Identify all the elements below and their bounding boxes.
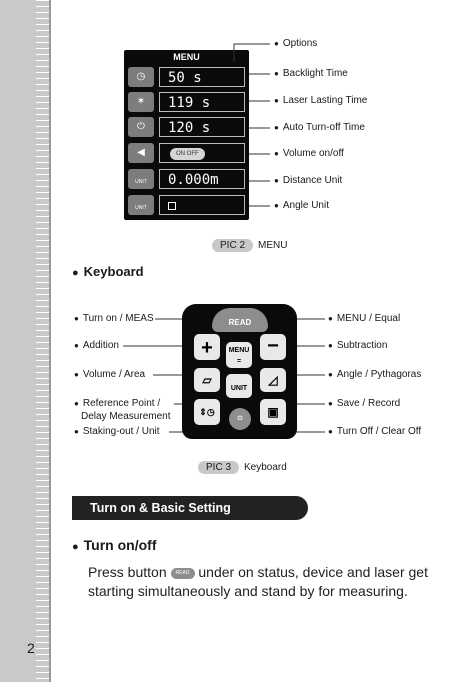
label-options: ● Options <box>274 38 318 49</box>
backlight-value: 50 s <box>159 67 245 87</box>
label-reference-point: ● Reference Point / <box>74 398 161 409</box>
label-angle-unit: ● Angle Unit <box>274 200 329 211</box>
power-off-key: ⏻ <box>229 408 251 430</box>
label-distance-unit: ● Distance Unit <box>274 175 343 186</box>
label-laser-lasting-time: ● Laser Lasting Time <box>274 95 368 106</box>
speaker-icon: ◀ <box>128 143 154 163</box>
clock-icon: ◷ <box>128 67 154 87</box>
auto-off-value: 120 s <box>159 117 245 137</box>
read-button-icon: READ <box>171 568 195 579</box>
pic3-caption-text: Keyboard <box>244 462 287 473</box>
laser-value: 119 s <box>159 92 245 112</box>
angle-icon: UNIT <box>128 195 154 215</box>
pic2-caption-text: MENU <box>258 240 288 251</box>
label-auto-turnoff-time: ● Auto Turn-off Time <box>274 122 365 133</box>
pic2-tag: PIC 2 <box>212 239 253 252</box>
label-addition: ● Addition <box>74 340 119 351</box>
label-volume: ● Volume on/off <box>274 148 344 159</box>
turn-on-paragraph <box>88 563 433 601</box>
label-backlight-time: ● Backlight Time <box>274 68 348 79</box>
page-number: 2 <box>27 640 35 656</box>
angle-key: ◿ <box>260 368 286 392</box>
volume-area-key: ▱ <box>194 368 220 392</box>
pic3-tag: PIC 3 <box>198 461 239 474</box>
paragraph-part2: under on status, device and laser get starting simultaneously and stand by for measuring. <box>88 564 428 599</box>
label-turn-on-meas: ● Turn on / MEAS <box>74 313 154 324</box>
toggle-off-label: OFF <box>186 151 199 157</box>
menu-key: MENU = <box>226 342 252 368</box>
label-menu-equal: ● MENU / Equal <box>328 313 401 324</box>
pic3-caption <box>198 461 287 474</box>
minus-key: − <box>260 334 286 360</box>
toggle-on-label: ON <box>176 151 185 157</box>
paragraph-part1: Press button <box>88 564 167 580</box>
save-key: ▣ <box>260 399 286 425</box>
label-staking-out: ● Staking-out / Unit <box>74 426 160 437</box>
menu-display-title: MENU <box>173 52 200 62</box>
section-banner: Turn on & Basic Setting <box>72 496 308 520</box>
pic2-caption <box>212 239 287 252</box>
distance-unit-value: 0.000m <box>159 169 245 189</box>
label-delay-measurement: Delay Measurement <box>81 411 171 422</box>
label-subtraction: ● Subtraction <box>328 340 388 351</box>
label-angle-pythagoras: ● Angle / Pythagoras <box>328 369 422 380</box>
plus-key: + <box>194 334 220 360</box>
laser-icon: ✶ <box>128 92 154 112</box>
keyboard-diagram <box>182 304 297 439</box>
unit-key: UNIT <box>226 374 252 398</box>
power-icon: ⏻ <box>128 117 154 137</box>
read-key: READ <box>212 308 268 332</box>
label-turn-off: ● Turn Off / Clear Off <box>328 426 422 437</box>
label-volume-area: ● Volume / Area <box>74 369 146 380</box>
reference-key: ⇕◷ <box>194 399 220 425</box>
turn-on-off-heading: ● Turn on/off <box>72 537 157 553</box>
ruler-icon: UNIT <box>128 169 154 189</box>
label-save-record: ● Save / Record <box>328 398 401 409</box>
keyboard-heading: ● Keyboard <box>72 264 144 279</box>
